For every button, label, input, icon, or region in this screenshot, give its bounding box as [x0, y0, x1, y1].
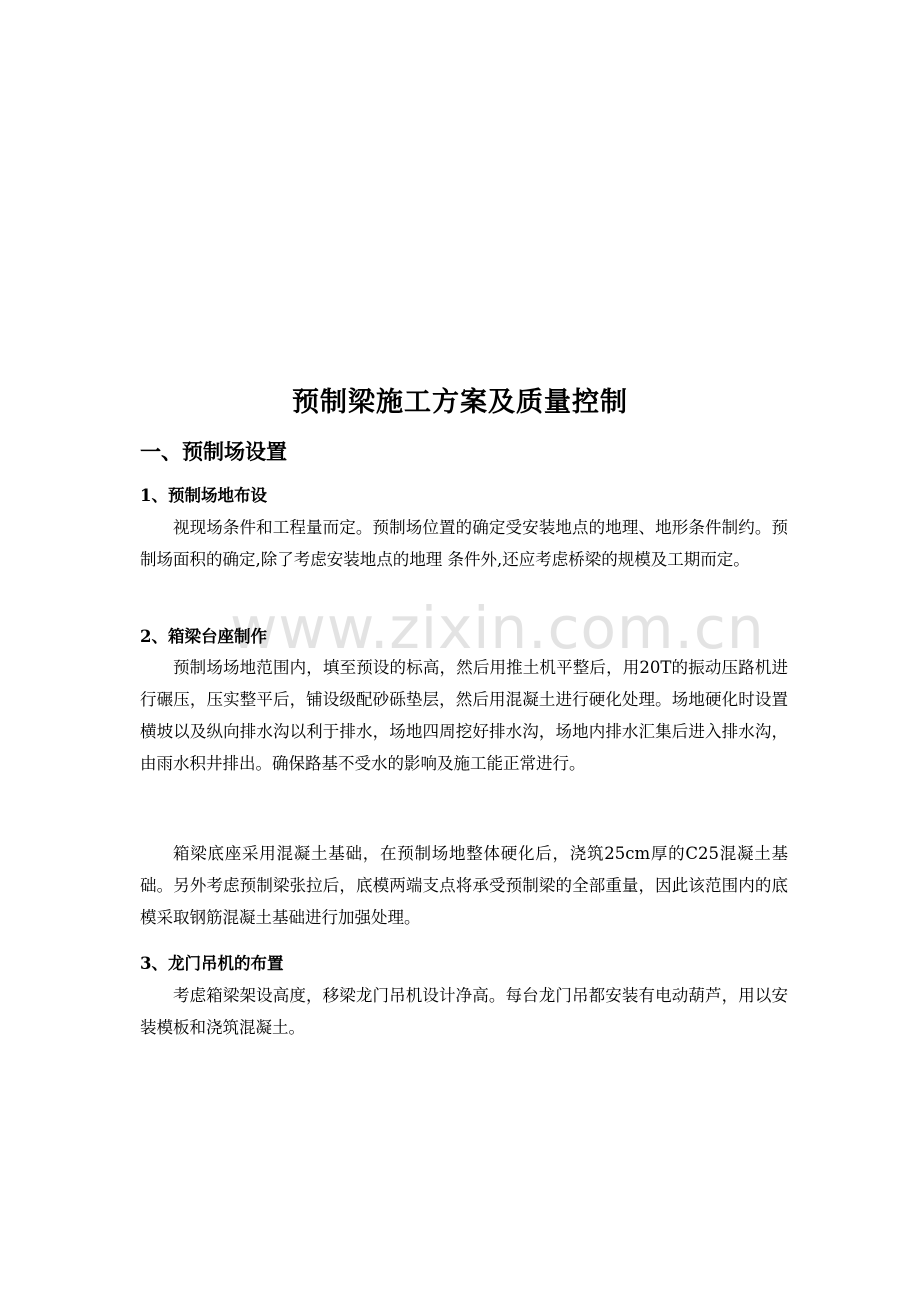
document-title: 预制梁施工方案及质量控制: [292, 387, 628, 418]
section-heading-1: 一、预制场设置: [140, 439, 287, 464]
paragraph-1-1: 视现场条件和工程量而定。预制场位置的确定受安装地点的地理、地形条件制约。预制场面积的确定,除了考虑安装地点的地理 条件外,还应考虑桥梁的规模及工期而定。: [140, 518, 788, 569]
sub-heading-1: 1、预制场地布设: [140, 486, 267, 505]
paragraph-3-1: 考虑箱梁架设高度，移梁龙门吊机设计净高。每台龙门吊都安装有电动葫芦，用以安装模板和浇筑混凝土。: [140, 986, 788, 1037]
sub-heading-3: 3、龙门吊机的布置: [140, 954, 284, 973]
watermark: www.zixin.com.cn: [230, 594, 765, 662]
paragraph-2-1: 预制场场地范围内，填至预设的标高，然后用推土机平整后，用20T的振动压路机进行碾压，压实整平后，铺设级配砂砾垫层，然后用混凝土进行硬化处理。场地硬化时设置横坡以及纵向排水沟以利于排水，场地四周挖好排水沟，场地内排水汇集后进入排水沟，由雨水积井排出。确保路基不受水的影响及施工能正常进行。: [140, 658, 788, 773]
sub-heading-2: 2、箱梁台座制作: [140, 627, 267, 646]
paragraph-2-2: 箱梁底座采用混凝土基础，在预制场地整体硬化后，浇筑25cm厚的C25混凝土基础。另外考虑预制梁张拉后，底模两端支点将承受预制梁的全部重量，因此该范围内的底模采取钢筋混凝土基础进行加强处理。: [140, 844, 788, 927]
